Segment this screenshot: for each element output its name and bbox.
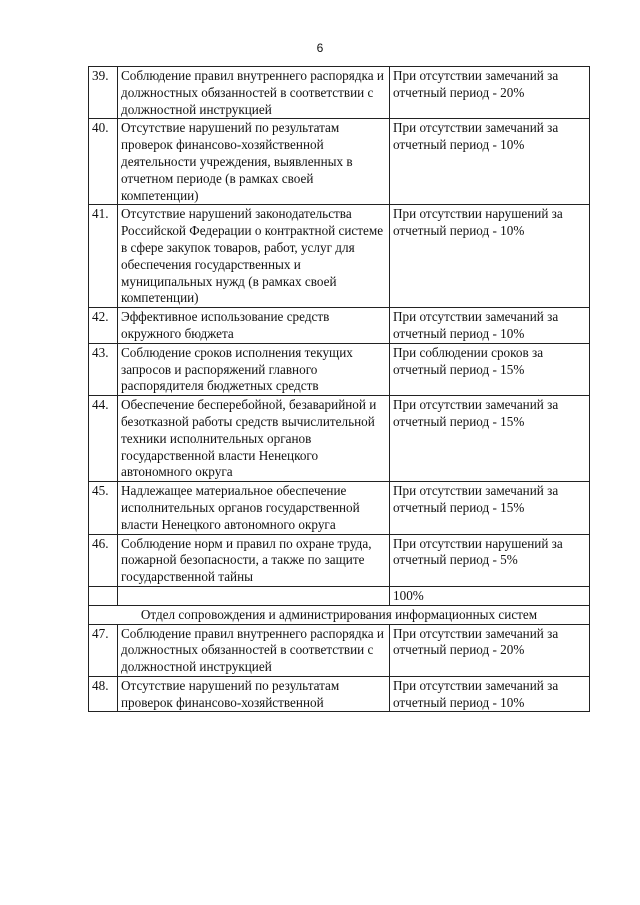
section-title: Отдел сопровождения и администрирования информационных систем — [89, 605, 590, 624]
table-row — [89, 343, 590, 395]
total-number — [89, 586, 118, 605]
table-row — [89, 624, 590, 676]
criterion-condition: При отсутствии замечаний за отчетный период - 10% — [390, 676, 590, 712]
criterion-description: Обеспечение бесперебойной, безаварийной и безотказной работы средств вычислительной техники исполнительных органов государственной власти Ненецкого автономного округа — [118, 396, 390, 482]
row-number: 47. — [89, 624, 118, 676]
table-row — [89, 534, 590, 586]
criterion-condition: При отсутствии замечаний за отчетный период - 15% — [390, 482, 590, 534]
row-number: 42. — [89, 308, 118, 344]
criterion-description: Отсутствие нарушений по результатам проверок финансово-хозяйственной деятельности учреждения, выявленных в отчетном периоде (в рамках своей компетенции) — [118, 119, 390, 205]
criterion-description: Надлежащее материальное обеспечение исполнительных органов государственной власти Ненецкого автономного округа — [118, 482, 390, 534]
row-number: 45. — [89, 482, 118, 534]
row-number: 39. — [89, 67, 118, 119]
criterion-description: Соблюдение правил внутреннего распорядка и должностных обязанностей в соответствии с должностной инструкцией — [118, 67, 390, 119]
criterion-condition: При отсутствии замечаний за отчетный период - 20% — [390, 624, 590, 676]
row-number: 48. — [89, 676, 118, 712]
criterion-description: Соблюдение норм и правил по охране труда, пожарной безопасности, а также по защите государственной тайны — [118, 534, 390, 586]
criterion-condition: При отсутствии замечаний за отчетный период - 10% — [390, 308, 590, 344]
criterion-condition: При отсутствии замечаний за отчетный период - 20% — [390, 67, 590, 119]
row-number: 43. — [89, 343, 118, 395]
criterion-description: Отсутствие нарушений по результатам проверок финансово-хозяйственной — [118, 676, 390, 712]
row-number: 46. — [89, 534, 118, 586]
criterion-condition: При отсутствии нарушений за отчетный период - 10% — [390, 205, 590, 308]
criterion-condition: При отсутствии замечаний за отчетный период - 10% — [390, 119, 590, 205]
table-row — [89, 396, 590, 482]
criterion-condition: При отсутствии нарушений за отчетный период - 5% — [390, 534, 590, 586]
row-number: 44. — [89, 396, 118, 482]
table-row — [89, 308, 590, 344]
criterion-description: Отсутствие нарушений законодательства Российской Федерации о контрактной системе в сфере закупок товаров, работ, услуг для обеспечения государственных и муниципальных нужд (в рамках своей компетенции) — [118, 205, 390, 308]
criterion-description: Эффективное использование средств окружного бюджета — [118, 308, 390, 344]
row-number: 41. — [89, 205, 118, 308]
criterion-condition: При отсутствии замечаний за отчетный период - 15% — [390, 396, 590, 482]
criteria-table — [88, 66, 590, 712]
criterion-description: Соблюдение сроков исполнения текущих запросов и распоряжений главного распорядителя бюджетных средств — [118, 343, 390, 395]
row-number: 40. — [89, 119, 118, 205]
section-header-row — [89, 605, 590, 624]
page-number: 6 — [316, 41, 324, 55]
criterion-condition: При соблюдении сроков за отчетный период - 15% — [390, 343, 590, 395]
total-value: 100% — [390, 586, 590, 605]
table-row — [89, 482, 590, 534]
table-row — [89, 676, 590, 712]
total-row — [89, 586, 590, 605]
table-row — [89, 205, 590, 308]
table-row — [89, 119, 590, 205]
table-row — [89, 67, 590, 119]
total-description — [118, 586, 390, 605]
criterion-description: Соблюдение правил внутреннего распорядка и должностных обязанностей в соответствии с должностной инструкцией — [118, 624, 390, 676]
